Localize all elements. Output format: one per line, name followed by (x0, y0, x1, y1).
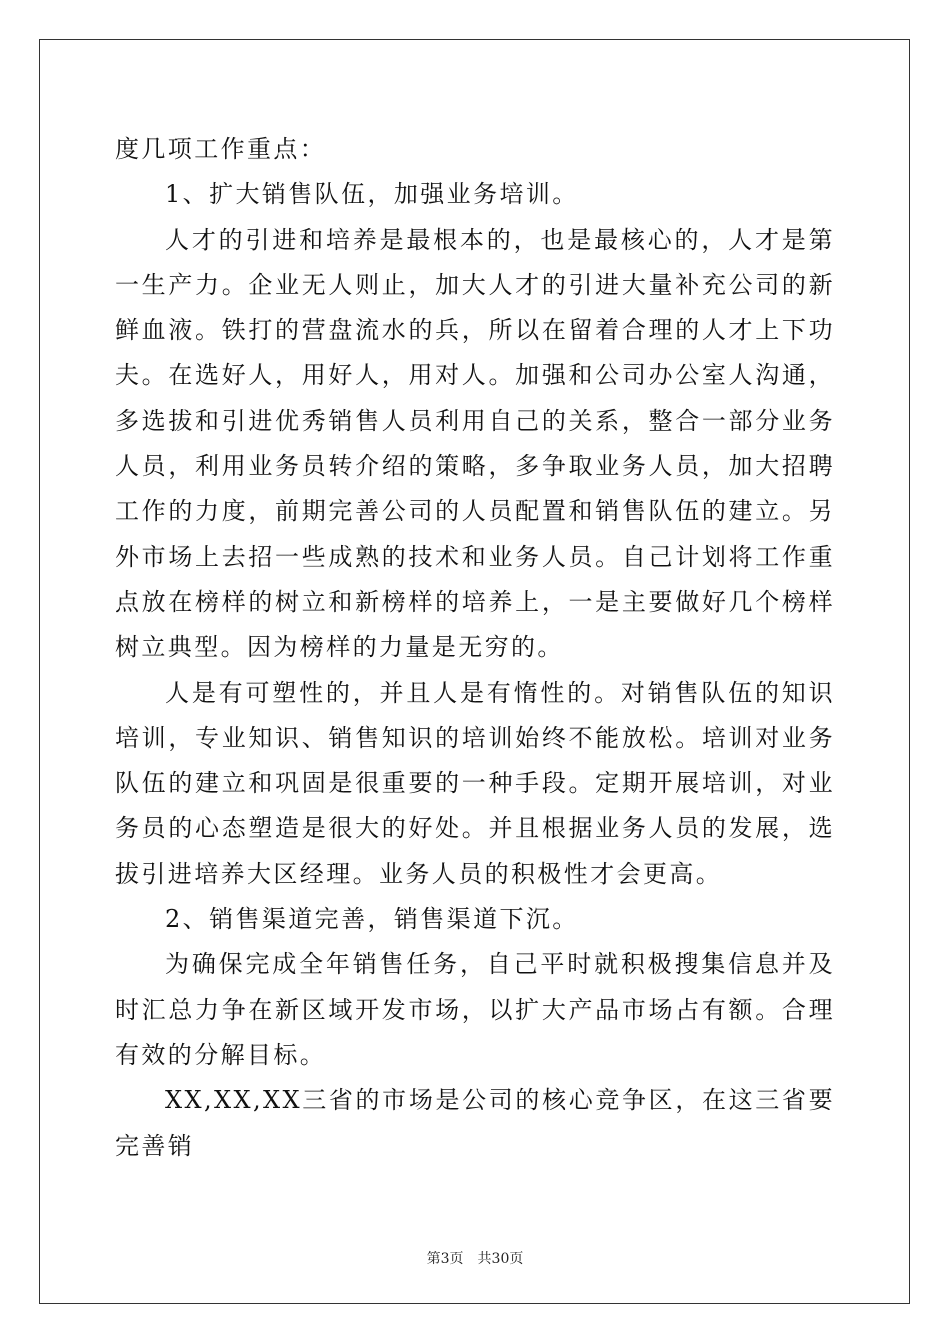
paragraph-5: 2、销售渠道完善，销售渠道下沉。 (165, 905, 579, 934)
document-body (115, 127, 835, 1169)
paragraph-7: XX,XX,XX三省的市场是公司的核心竞争区，在这三省要完善销 (115, 1086, 835, 1160)
page-footer: 第3页 共30页 (426, 1251, 524, 1267)
paragraph-6: 为确保完成全年销售任务，自己平时就积极搜集信息并及时汇总力争在新区域开发市场，以扩大产品市场占有额。合理有效的分解目标。 (115, 950, 835, 1069)
paragraph-1: 度几项工作重点： (115, 135, 327, 163)
paragraph-2: 1、扩大销售队伍，加强业务培训。 (165, 180, 579, 209)
paragraph-4: 人是有可塑性的，并且人是有惰性的。对销售队伍的知识培训，专业知识、销售知识的培训始终不能放松。培训对业务队伍的建立和巩固是很重要的一种手段。定期开展培训，对业务员的心态塑造是很大的好处。并且根据业务人员的发展，选拔引进培养大区经理。业务人员的积极性才会更高。 (115, 678, 835, 888)
paragraph-3: 人才的引进和培养是最根本的，也是最核心的，人才是第一生产力。企业无人则止，加大人才的引进大量补充公司的新鲜血液。铁打的营盘流水的兵，所以在留着合理的人才上下功夫。在选好人，用好人，用对人。加强和公司办公室人沟通，多选拔和引进优秀销售人员利用自己的关系，整合一部分业务人员，利用业务员转介绍的策略，多争取业务人员，加大招聘工作的力度，前期完善公司的人员配置和销售队伍的建立。另外市场上去招一些成熟的技术和业务人员。自己计划将工作重点放在榜样的树立和新榜样的培养上，一是主要做好几个榜样树立典型。因为榜样的力量是无穷的。 (115, 225, 835, 662)
